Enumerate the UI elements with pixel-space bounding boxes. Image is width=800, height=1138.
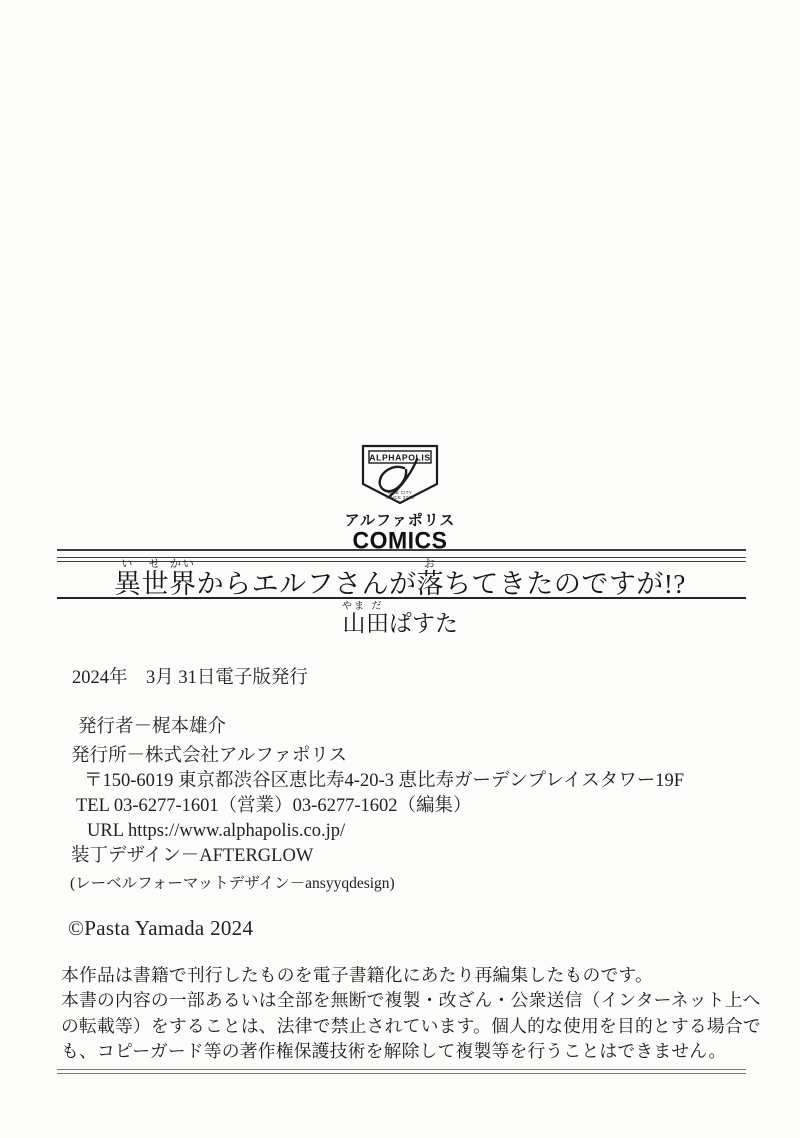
- legal-line-4: も、コピーガード等の著作権保護技術を解除して複製等を行うことはできません。: [61, 1040, 727, 1061]
- logo-tagline-2: SINCE 2000: [385, 495, 415, 500]
- publisher-company-line: 発行所－株式会社アルファポリス: [71, 746, 348, 766]
- legal-line-3: の転載等）をすることは、法律で禁止されています。個人的な使用を目的とする場合で: [61, 1015, 761, 1036]
- author-name: 山やま田だぱすた: [342, 601, 458, 636]
- alphapolis-shield-logo: [360, 444, 440, 511]
- book-title: 異い世せ界かいからエルフさんが落おちてきたのですが!?: [114, 558, 686, 599]
- logo-katakana-label: アルファポリス: [344, 512, 456, 529]
- legal-line-1: 本作品は書籍で刊行したものを電子書籍化にあたり再編集したものです。: [61, 965, 653, 985]
- separator-title-author: [57, 597, 746, 599]
- logo-tagline-1: WEB CITY: [387, 490, 413, 495]
- publisher-logo-block: [0, 444, 800, 554]
- publisher-person-line: 発行者－梶本雄介: [78, 717, 227, 737]
- colophon-body: [0, 666, 800, 896]
- separator-bottom-double: [57, 1069, 746, 1074]
- cover-design-line: 装丁デザイン－AFTERGLOW: [71, 846, 314, 866]
- url-line: URL https://www.alphapolis.co.jp/: [87, 821, 346, 841]
- logo-brand-text: ALPHAPOLIS: [369, 452, 431, 463]
- separator-top-single: [57, 549, 746, 551]
- shield-icon: [360, 444, 440, 506]
- tel-line: TEL 03-6277-1601（営業）03-6277-1602（編集）: [76, 796, 472, 816]
- legal-notice: [61, 963, 761, 1064]
- label-format-design-line: (レーベルフォーマットデザイン－ansyyqdesign): [70, 875, 395, 892]
- legal-line-2: 本書の内容の一部あるいは全部を無断で複製・改ざん・公衆送信（インターネット上へ: [61, 990, 761, 1011]
- logo-script-a: [380, 467, 406, 491]
- logo-comics-label: COMICS: [352, 525, 448, 554]
- edition-date: 2024年 3月 31日電子版発行: [72, 668, 308, 688]
- address-line: 〒150-6019 東京都渋谷区恵比寿4-20-3 恵比寿ガーデンプレイスタワー19F: [84, 771, 685, 791]
- copyright-line: ©Pasta Yamada 2024: [68, 916, 254, 940]
